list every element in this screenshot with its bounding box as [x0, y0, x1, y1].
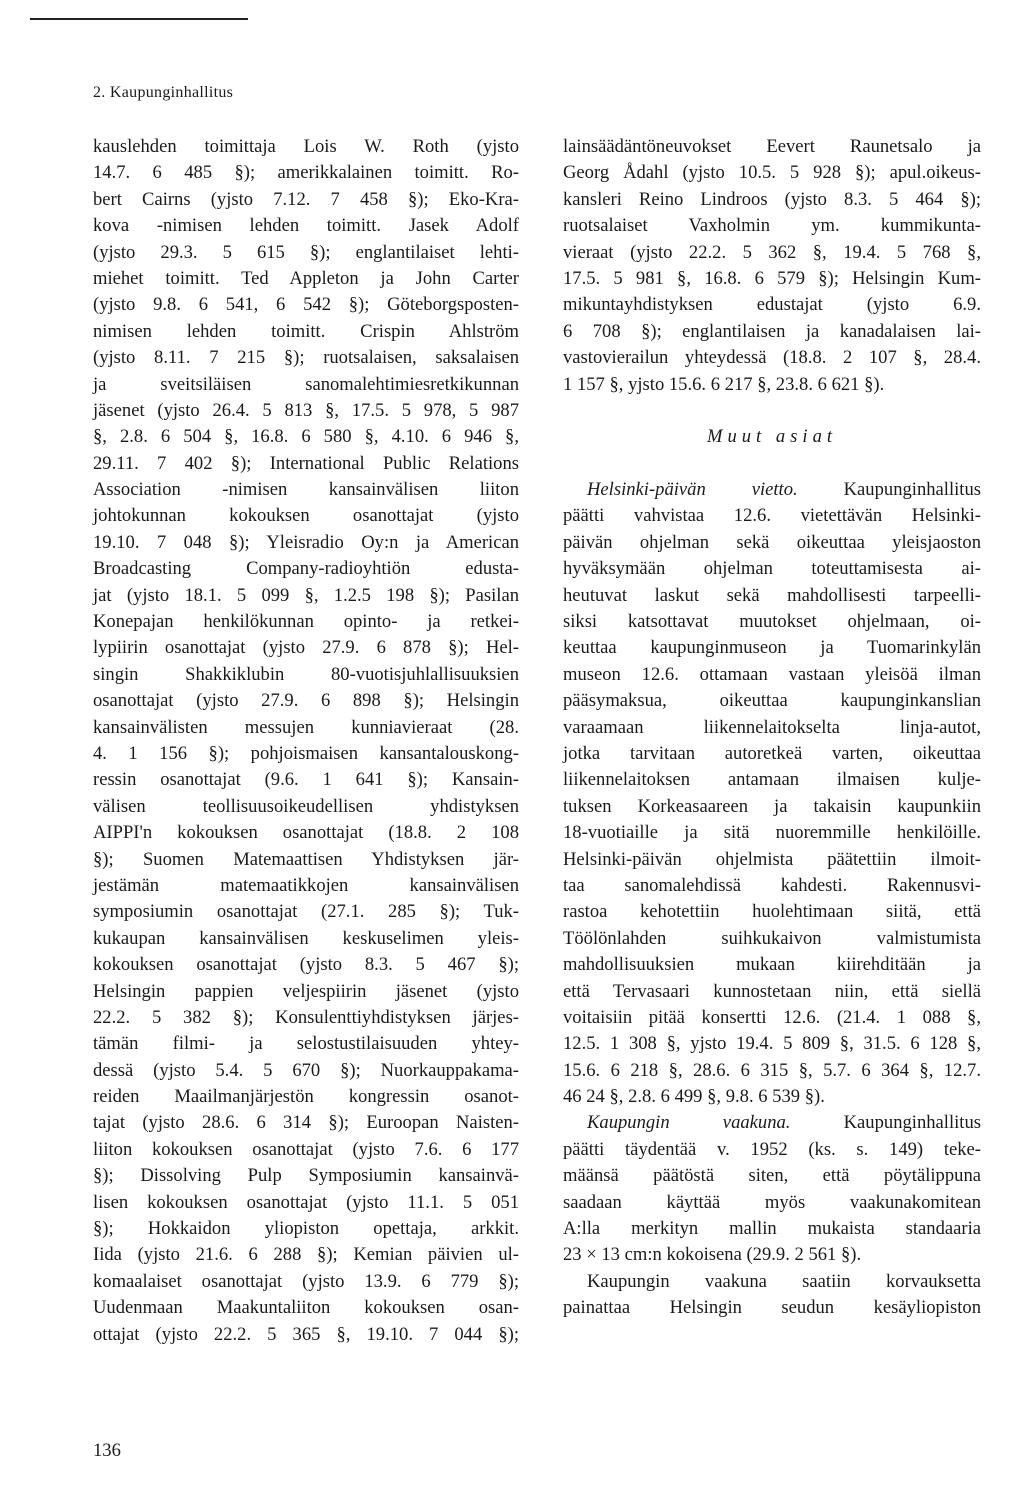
text-line: bert Cairns (yjsto 7.12. 7 458 §); Eko-Kra- — [93, 188, 519, 210]
text-line: lypiirin osanottajat (yjsto 27.9. 6 878 §); Hel- — [93, 637, 519, 659]
text-line: Konepajan henkilökunnan opinto- ja retkei- — [93, 611, 519, 633]
text-line: saadaan käyttää myös vaakunakomitean — [563, 1191, 981, 1213]
text-line: kauslehden toimittaja Lois W. Roth (yjsto — [93, 136, 519, 157]
section-heading-text: Muut asiat — [706, 426, 838, 448]
text-line: Association -nimisen kansainvälisen liiton — [93, 479, 519, 501]
text-line: Iida (yjsto 21.6. 6 288 §); Kemian päivien ul- — [93, 1244, 519, 1266]
coat-of-arms-first-line-rest: Kaupunginhallitus — [790, 1112, 981, 1134]
text-line: jat (yjsto 18.1. 5 099 §, 1.2.5 198 §); Pasilan — [93, 584, 519, 606]
text-line: 15.6. 6 218 §, 28.6. 6 315 §, 5.7. 6 364 §, 12.7. — [563, 1059, 981, 1081]
helsinki-day-first-line-rest: Kaupunginhallitus — [797, 479, 981, 501]
text-line: dessä (yjsto 5.4. 5 670 §); Nuorkauppakama- — [93, 1059, 519, 1081]
text-line: §); Suomen Matemaattisen Yhdistyksen jär- — [93, 848, 519, 870]
text-line: museon 12.6. ottamaan vastaan yleisöä ilman — [563, 663, 981, 685]
running-head: 2. Kaupunginhallitus — [93, 84, 234, 101]
text-line: rastoa kehotettiin huolehtimaan siitä, että — [563, 901, 981, 923]
text-line: ruotsalaiset Vaxholmin ym. kummikunta- — [563, 215, 981, 237]
text-line: vieraat (yjsto 22.2. 5 362 §, 19.4. 5 768 §, — [563, 241, 981, 263]
text-line: varaamaan liikennelaitokselta linja-autot, — [563, 716, 981, 738]
text-line: (yjsto 29.3. 5 615 §); englantilaiset lehti- — [93, 241, 519, 263]
text-line: Kaupungin vaakuna saatiin korvauksetta — [587, 1270, 981, 1292]
text-line: kukaupan kansainvälisen keskuselimen yleis- — [93, 927, 519, 949]
text-line: ottajat (yjsto 22.2. 5 365 §, 19.10. 7 044 §); — [93, 1323, 519, 1345]
text-line: 4. 1 156 §); pohjoismaisen kansantalouskong- — [93, 742, 519, 764]
text-line: (yjsto 8.11. 7 215 §); ruotsalaisen, saksalaisen — [93, 347, 519, 369]
helsinki-day-first-line — [563, 477, 981, 503]
text-line: tuksen Korkeasaareen ja takaisin kaupunkiin — [563, 795, 981, 817]
helsinki-day-paragraph — [563, 503, 981, 1110]
text-line: taa sanomalehdissä kahdesti. Rakennusvi- — [563, 874, 981, 896]
text-line: tämän filmi- ja selostustilaisuuden yhtey- — [93, 1033, 519, 1055]
text-line: §); Dissolving Pulp Symposiumin kansainvä- — [93, 1165, 519, 1187]
text-line: osanottajat (yjsto 27.9. 6 898 §); Helsingin — [93, 690, 519, 712]
text-line: hyväksymään ohjelman toteuttamisesta ai- — [563, 558, 981, 580]
text-line: pääsymaksua, oikeuttaa kaupunginkanslian — [563, 690, 981, 712]
text-line: 23 × 13 cm:n kokoisena (29.9. 2 561 §). — [563, 1244, 862, 1266]
left-column — [93, 134, 519, 1348]
coat-of-arms-paragraph — [563, 1137, 981, 1269]
text-line: liikennelaitoksen antamaan ilmaisen kulje- — [563, 769, 981, 791]
text-line: päivän ohjelman sekä oikeuttaa yleisjaoston — [563, 531, 981, 553]
page-number: 136 — [93, 1440, 121, 1461]
correction-paragraph — [563, 1269, 981, 1322]
text-line: 6 708 §); englantilaisen ja kanadalaisen lai- — [563, 320, 981, 342]
text-line: painattaa Helsingin seudun kesäyliopiston — [563, 1297, 981, 1319]
text-line: heutuvat laskut sekä mahdollisesti tarpeelli- — [563, 584, 981, 606]
text-line: päätti täydentää v. 1952 (ks. s. 149) teke- — [563, 1138, 981, 1160]
text-line: päätti vahvistaa 12.6. vietettävän Helsinki- — [563, 505, 981, 527]
text-line: 1 157 §, yjsto 15.6. 6 217 §, 23.8. 6 621 §). — [563, 373, 885, 395]
text-line: lisen kokouksen osanottajat (yjsto 11.1. 5 051 — [93, 1191, 519, 1213]
text-line: nimisen lehden toimitt. Crispin Ahlström — [93, 320, 519, 342]
coat-of-arms-first-line — [563, 1110, 981, 1136]
text-line: Broadcasting Company-radioyhtiön edusta- — [93, 558, 519, 580]
text-line: vastovierailun yhteydessä (18.8. 2 107 §, 28.4. — [563, 347, 981, 369]
text-line: Töölönlahden suihkukaivon valmistumista — [563, 927, 981, 949]
text-line: kansleri Reino Lindroos (yjsto 8.3. 5 464 §); — [563, 188, 981, 210]
text-line: kova -nimisen lehden toimitt. Jasek Adolf — [93, 215, 519, 237]
text-line: 18-vuotiaille ja sitä nuoremmille henkilöille. — [563, 822, 981, 844]
text-line: siksi katsottavat muutokset ohjelmaan, oi- — [563, 611, 981, 633]
text-line: 22.2. 5 382 §); Konsulenttiyhdistyksen järjes- — [93, 1006, 519, 1028]
text-line: mikuntayhdistyksen edustajat (yjsto 6.9. — [563, 294, 981, 316]
text-line: liiton kokouksen osanottajat (yjsto 7.6. 6 177 — [93, 1138, 519, 1160]
text-line: ressin osanottajat (9.6. 1 641 §); Kansain- — [93, 769, 519, 791]
text-line: singin Shakkiklubin 80-vuotisjuhlallisuuksien — [93, 663, 519, 685]
text-line: keuttaa kaupunginmuseon ja Tuomarinkylän — [563, 637, 981, 659]
text-line: kokouksen osanottajat (yjsto 8.3. 5 467 §); — [93, 954, 519, 976]
text-line: määnsä päätöstä siten, että pöytälippuna — [563, 1165, 981, 1187]
text-line: ja sveitsiläisen sanomalehtimiesretkikunnan — [93, 373, 519, 395]
text-line: symposiumin osanottajat (27.1. 285 §); Tuk- — [93, 901, 519, 923]
text-line: Helsingin pappien veljespiirin jäsenet (yjsto — [93, 980, 519, 1002]
text-line: jestämän matemaatikkojen kansainvälisen — [93, 874, 519, 896]
text-line: kansainvälisten messujen kunniavieraat (28. — [93, 716, 519, 738]
text-line: 14.7. 6 485 §); amerikkalainen toimitt. Ro- — [93, 162, 519, 184]
helsinki-day-title: Helsinki-päivän vietto. — [587, 479, 798, 501]
text-line: Uudenmaan Maakuntaliiton kokouksen osan- — [93, 1297, 519, 1319]
spacer — [563, 451, 981, 477]
text-line: AIPPI'n kokouksen osanottajat (18.8. 2 108 — [93, 822, 519, 844]
text-line: Georg Ådahl (yjsto 10.5. 5 928 §); apul.oikeus- — [563, 162, 981, 184]
right-column — [563, 134, 981, 1322]
spacer — [563, 398, 981, 424]
right-intro-paragraph — [563, 134, 981, 398]
text-line: 12.5. 1 308 §, yjsto 19.4. 5 809 §, 31.5. 6 128 §, — [563, 1033, 981, 1055]
text-line: että Tervasaari kunnostetaan niin, että siellä — [563, 980, 981, 1002]
section-heading — [563, 424, 981, 450]
text-line: 19.10. 7 048 §); Yleisradio Oy:n ja American — [93, 531, 519, 553]
text-line: jäsenet (yjsto 26.4. 5 813 §, 17.5. 5 978, 5 987 — [93, 399, 519, 421]
text-line: voitaisiin pitää konsertti 12.6. (21.4. 1 088 §, — [563, 1006, 981, 1028]
text-line: välisen teollisuusoikeudellisen yhdistyksen — [93, 795, 519, 817]
coat-of-arms-title: Kaupungin vaakuna. — [587, 1112, 791, 1134]
text-line: 17.5. 5 981 §, 16.8. 6 579 §); Helsingin Kum- — [563, 267, 981, 289]
text-line: miehet toimitt. Ted Appleton ja John Carter — [93, 267, 519, 289]
text-line: Helsinki-päivän ohjelmista päätettiin ilmoit- — [563, 848, 981, 870]
text-line: 46 24 §, 2.8. 6 499 §, 9.8. 6 539 §). — [563, 1086, 825, 1108]
text-line: lainsäädäntöneuvokset Eevert Raunetsalo ja — [563, 136, 981, 157]
text-line: reiden Maailmanjärjestön kongressin osanot- — [93, 1086, 519, 1108]
text-line: johtokunnan kokouksen osanottajat (yjsto — [93, 505, 519, 527]
text-line: 29.11. 7 402 §); International Public Relations — [93, 452, 519, 474]
text-line: mahdollisuuksien mukaan kiirehditään ja — [563, 954, 981, 976]
text-line: §, 2.8. 6 504 §, 16.8. 6 580 §, 4.10. 6 946 §, — [93, 426, 519, 448]
text-line: (yjsto 9.8. 6 541, 6 542 §); Göteborgsposten- — [93, 294, 519, 316]
text-line: jotka tarvitaan autoretkeä varten, oikeuttaa — [563, 742, 981, 764]
text-line: tajat (yjsto 28.6. 6 314 §); Euroopan Naisten- — [93, 1112, 519, 1134]
text-line: komaalaiset osanottajat (yjsto 13.9. 6 779 §); — [93, 1270, 519, 1292]
top-rule — [30, 18, 248, 20]
text-line: §); Hokkaidon yliopiston opettaja, arkkit. — [93, 1218, 519, 1240]
text-line: A:lla merkityn mallin mukaista standaaria — [563, 1218, 981, 1240]
